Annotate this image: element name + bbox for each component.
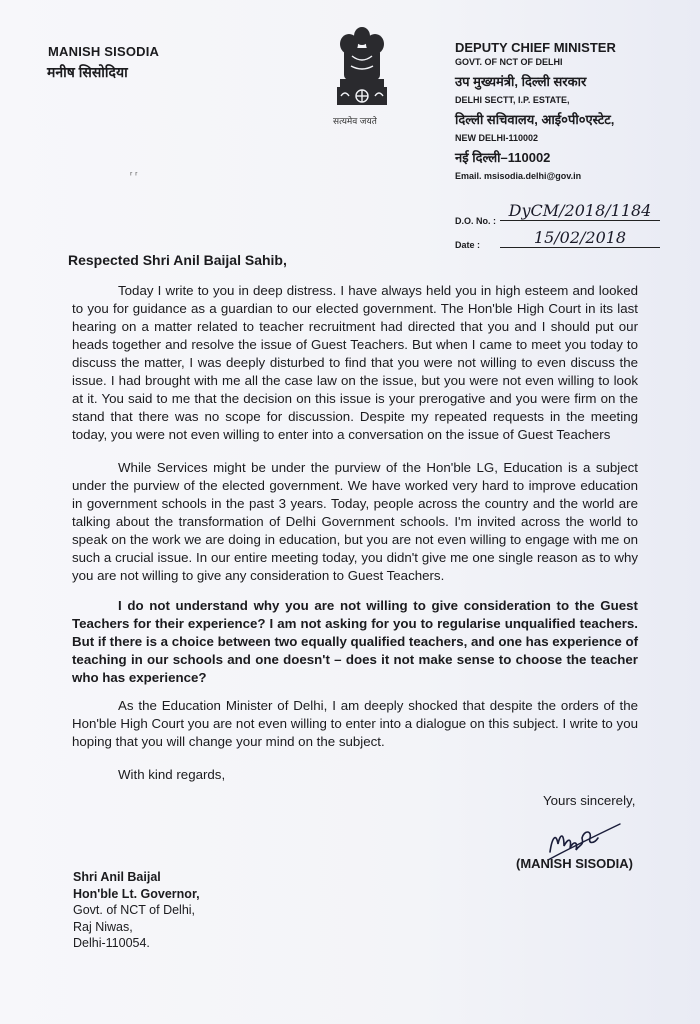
- stray-mark: ᵣ ᵣ: [130, 167, 138, 178]
- salutation: Respected Shri Anil Baijal Sahib,: [68, 252, 287, 268]
- date-label: Date :: [455, 240, 481, 250]
- designation: DEPUTY CHIEF MINISTER: [455, 40, 616, 55]
- email: Email. msisodia.delhi@gov.in: [455, 171, 582, 181]
- address-line-2: NEW DELHI-110002: [455, 133, 539, 143]
- addressee-block: [73, 869, 200, 952]
- sign-off: Yours sincerely,: [543, 793, 636, 808]
- body-paragraph-3: I do not understand why you are not willing to give consideration to the Guest Teachers for their experience? I am not asking for you to regularise unqualified teachers. But if there is a choice between two equally qualified teachers, and one has experience of teaching in our schools and one doesn't – does it not make sense to choose the teacher who has experience?: [72, 598, 639, 685]
- body-paragraph-4: As the Education Minister of Delhi, I am deeply shocked that despite the orders of the Hon'ble High Court you are not even willing to enter into a dialogue on this subject. I write to you hoping that you will change your mind on the subject.: [72, 698, 638, 749]
- addressee-city: Delhi-110054.: [73, 936, 150, 950]
- addressee-title: Hon'ble Lt. Governor,: [73, 886, 200, 901]
- closing: With kind regards,: [118, 767, 226, 782]
- city-hindi: नई दिल्ली–110002: [455, 150, 551, 165]
- addressee-name: Shri Anil Baijal: [73, 870, 161, 884]
- sender-name: MANISH SISODIA: [48, 44, 160, 59]
- do-number-label: D.O. No. :: [455, 216, 496, 226]
- addressee-govt: Govt. of NCT of Delhi,: [73, 903, 196, 917]
- address-line-1: DELHI SECTT, I.P. ESTATE,: [455, 95, 570, 105]
- government-name: GOVT. OF NCT OF DELHI: [455, 57, 563, 67]
- national-emblem-icon: [327, 24, 397, 120]
- do-number-value: DyCM/2018/1184: [500, 202, 660, 221]
- office-address-block: [455, 40, 616, 181]
- addressee-residence: Raj Niwas,: [73, 919, 133, 934]
- emblem-motto: सत्यमेव जयते: [333, 116, 377, 126]
- signatory-name: (MANISH SISODIA): [516, 856, 633, 871]
- date-value: 15/02/2018: [500, 229, 660, 248]
- designation-hindi: उप मुख्यमंत्री, दिल्ली सरकार: [455, 74, 587, 89]
- body-paragraph-1: Today I write to you in deep distress. I have always held you in high esteem and looked to you for guidance as a guardian to our elected government. The Hon'ble High Court in its last hearing on a matter related to teacher recruitment had directed that you and I should put our heads together and resolve the issue of Guest Teachers. But when I came to meet you today to discuss the matter, I was deeply disturbed to find that you were not willing to even discuss the issue. I had brought with me all the case law on the issue, but you were not even willing to look at it. You said to me that the decision on this issue is your prerogative and you were firm on the stand that there was no scope for discussion. Despite my repeated requests in the meeting today, you were not even willing to enter into a conversation on the issue of Guest Teachers: [72, 283, 638, 442]
- address-hindi: दिल्ली सचिवालय, आई०पी०एस्टेट,: [455, 112, 615, 127]
- body-paragraph-2: While Services might be under the purview of the Hon'ble LG, Education is a subject under the purview of the elected government. We have worked very hard to improve education in government schools in the past 3 years. Today, people across the country and the world are talking about the transformation of Delhi Government schools. I'm invited across the world to speak on the work we are doing in education, but you are not even willing to engage with me on such a crucial issue. In our entire meeting today, you didn't give me one single reason as to why you are not willing to give any consideration to Guest Teachers.: [72, 460, 638, 583]
- sender-name-hindi: मनीष सिसोदिया: [47, 64, 128, 80]
